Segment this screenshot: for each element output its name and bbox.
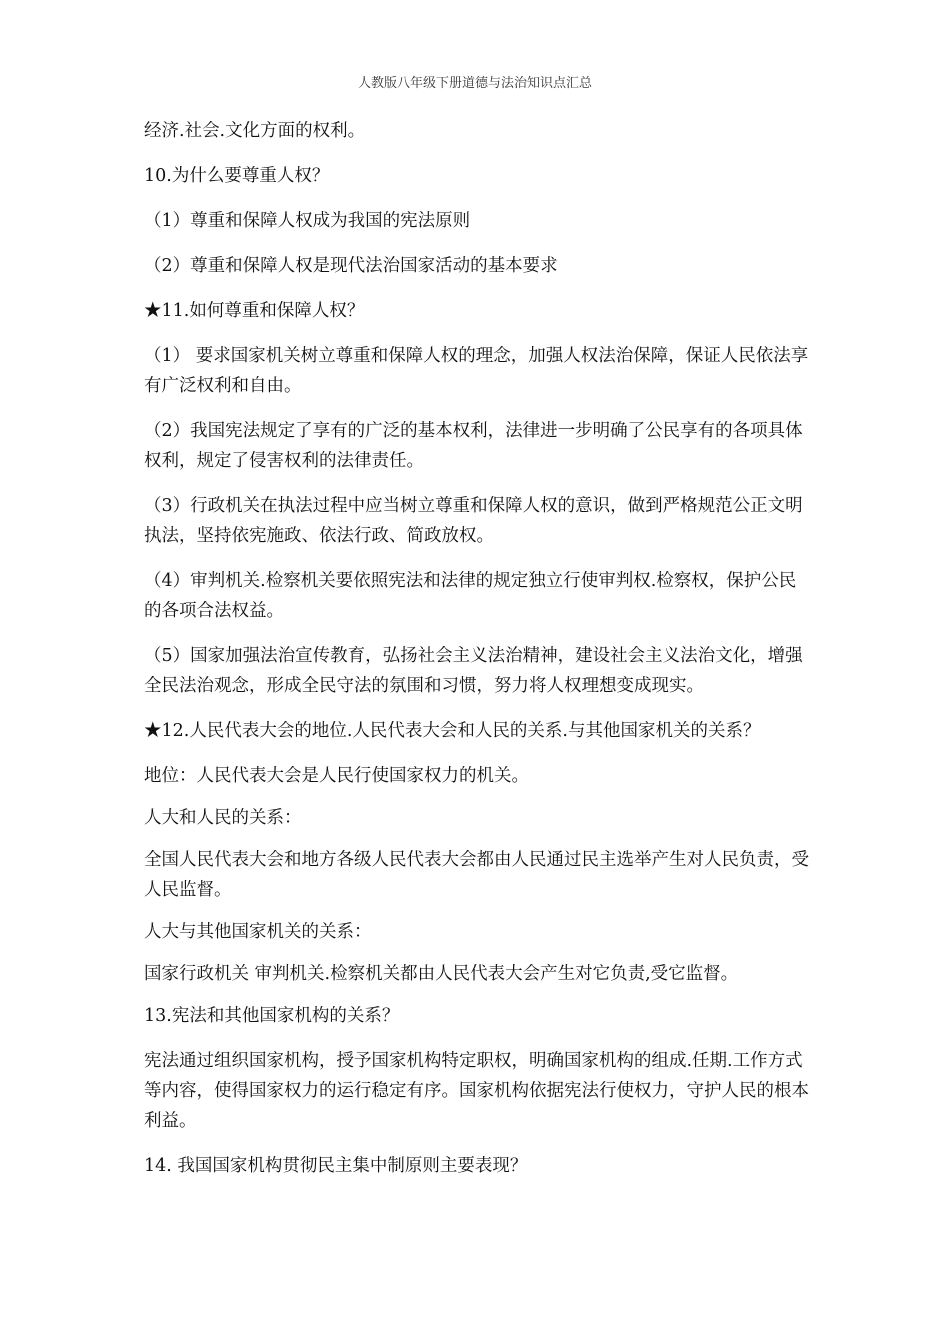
answer-13-text: 宪法通过组织国家机构，授予国家机构特定职权，明确国家机构的组成.任期.工作方式等内容，使得国家权力的运行稳定有序。国家机构依据宪法行使权力，守护人民的根本利益。 — [144, 1051, 809, 1131]
paragraph-continuation: 经济.社会.文化方面的权利。 — [144, 121, 366, 141]
answer-10-point-2: （2）尊重和保障人权是现代法治国家活动的基本要求 — [144, 256, 558, 276]
question-11-heading: ★11.如何尊重和保障人权？ — [144, 301, 365, 321]
question-10-heading: 10.为什么要尊重人权？ — [144, 166, 330, 186]
answer-11-point-4: （4）审判机关.检察机关要依照宪法和法律的规定独立行使审判权.检察权，保护公民的各项合法权益。 — [144, 571, 797, 621]
answer-12-people-label: 人大和人民的关系： — [144, 808, 302, 828]
answer-11-point-1: （1） 要求国家机关树立尊重和保障人权的理念，加强人权法治保障，保证人民依法享有广泛权利和自由。 — [144, 346, 809, 396]
answer-12-organs-label: 人大与其他国家机关的关系： — [144, 922, 372, 942]
document-body — [144, 116, 812, 1196]
answer-12-status: 地位：人民代表大会是人民行使国家权力的机关。 — [144, 766, 529, 786]
page-header: 人教版八年级下册道德与法治知识点汇总 — [357, 76, 592, 91]
answer-10-point-1: （1）尊重和保障人权成为我国的宪法原则 — [144, 211, 471, 231]
answer-12-people-text: 全国人民代表大会和地方各级人民代表大会都由人民通过民主选举产生对人民负责，受人民监督。 — [144, 850, 809, 900]
answer-11-point-3: （3）行政机关在执法过程中应当树立尊重和保障人权的意识，做到严格规范公正文明执法，坚持依宪施政、依法行政、简政放权。 — [144, 496, 803, 546]
question-13-heading: 13.宪法和其他国家机构的关系？ — [144, 1006, 400, 1026]
answer-11-point-2: （2）我国宪法规定了享有的广泛的基本权利，法律进一步明确了公民享有的各项具体权利，规定了侵害权利的法律责任。 — [144, 421, 803, 471]
answer-12-organs-text: 国家行政机关 审判机关.检察机关都由人民代表大会产生对它负责,受它监督。 — [144, 964, 739, 984]
question-12-heading: ★12.人民代表大会的地位.人民代表大会和人民的关系.与其他国家机关的关系？ — [144, 721, 761, 741]
question-14-heading: 14. 我国国家机构贯彻民主集中制原则主要表现？ — [144, 1156, 528, 1176]
answer-11-point-5: （5）国家加强法治宣传教育，弘扬社会主义法治精神，建设社会主义法治文化，增强全民法治观念，形成全民守法的氛围和习惯，努力将人权理想变成现实。 — [144, 646, 803, 696]
